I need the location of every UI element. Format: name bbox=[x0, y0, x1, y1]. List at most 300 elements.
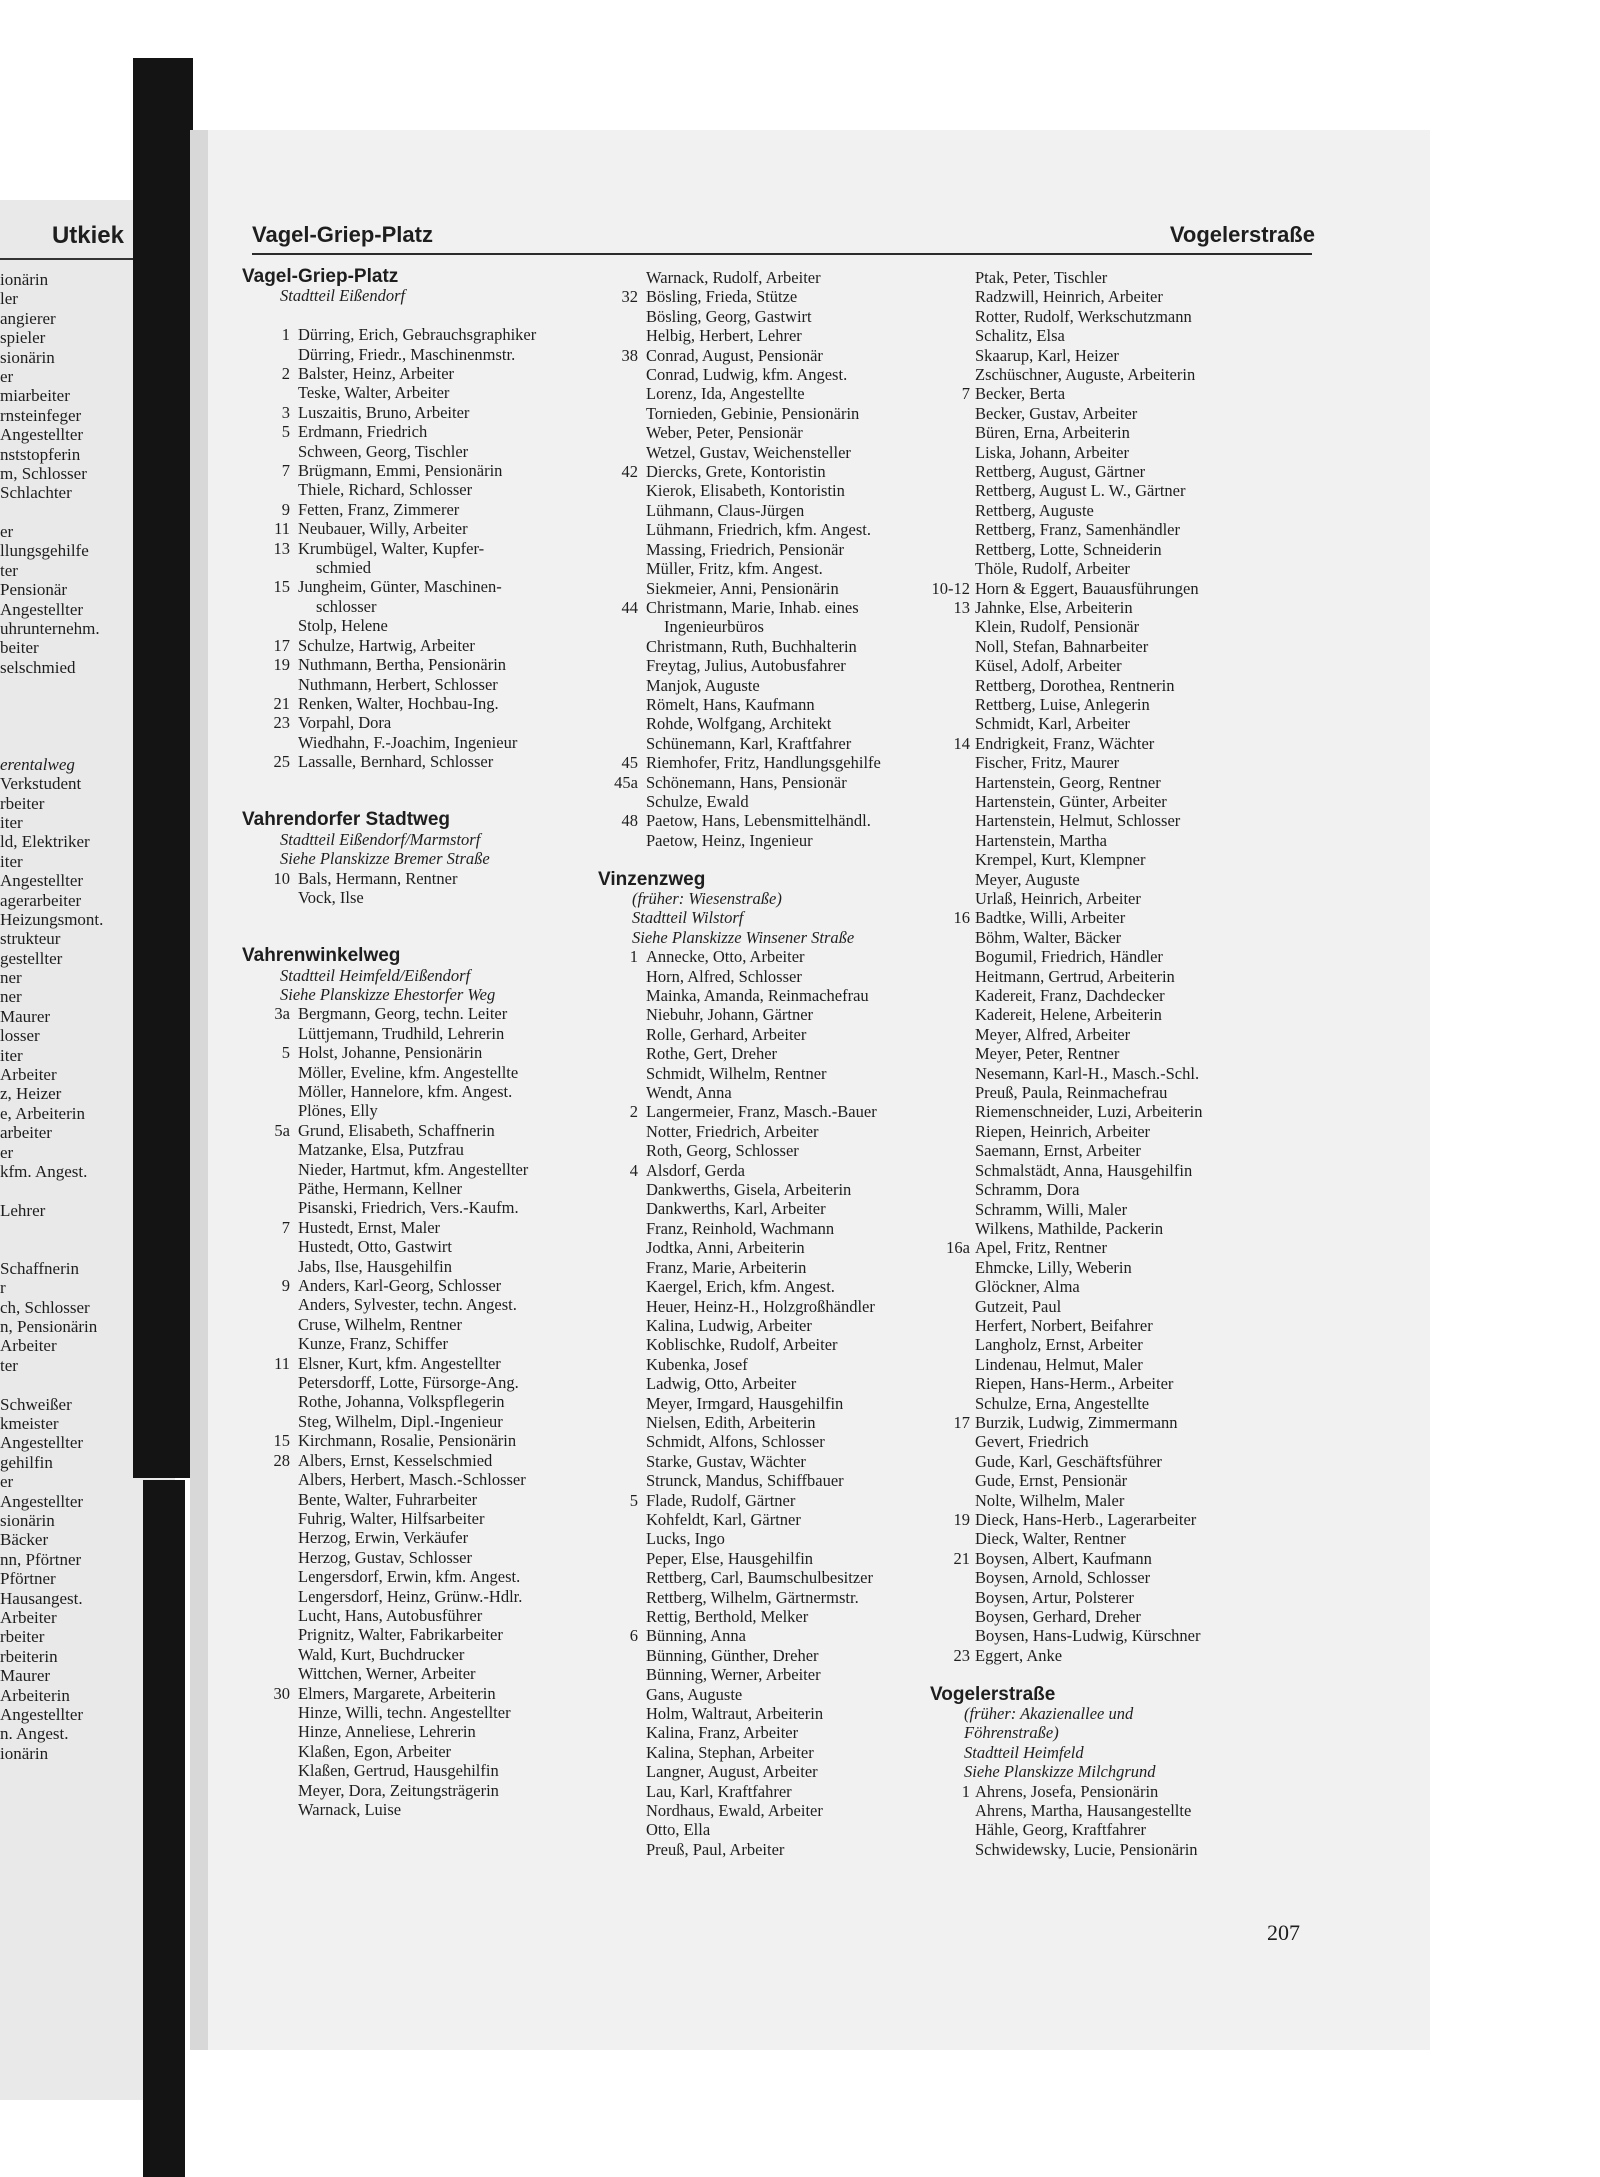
left-page-line: ter bbox=[0, 1355, 18, 1375]
resident-text: Conrad, Ludwig, kfm. Angest. bbox=[646, 365, 848, 385]
directory-entry bbox=[930, 676, 1270, 695]
directory-entry bbox=[598, 1568, 938, 1587]
directory-entry bbox=[598, 695, 938, 714]
resident-text: Cruse, Wilhelm, Rentner bbox=[298, 1314, 463, 1334]
left-page-line: m, Schlosser bbox=[0, 463, 87, 483]
left-page-line: rbeiter bbox=[0, 793, 45, 813]
resident-text: Dieck, Walter, Rentner bbox=[975, 1529, 1126, 1549]
resident-text: Bogumil, Friedrich, Händler bbox=[975, 947, 1163, 967]
resident-text: Riemhofer, Fritz, Handlungsgehilfe bbox=[646, 753, 881, 773]
resident-text: Anders, Sylvester, techn. Angest. bbox=[298, 1295, 517, 1315]
directory-entry bbox=[930, 1374, 1270, 1393]
directory-entry bbox=[930, 268, 1270, 287]
directory-entry bbox=[598, 501, 938, 520]
left-page-line: ter bbox=[0, 560, 18, 580]
directory-entry bbox=[242, 1509, 632, 1528]
resident-text: Albers, Herbert, Masch.-Schlosser bbox=[298, 1470, 526, 1490]
resident-text: Schramm, Willi, Maler bbox=[975, 1199, 1128, 1219]
directory-entry bbox=[598, 1782, 938, 1801]
resident-text: Warnack, Luise bbox=[298, 1800, 402, 1820]
directory-entry bbox=[242, 636, 632, 655]
binding-strip-lower bbox=[143, 1480, 185, 2177]
resident-text: Schween, Georg, Tischler bbox=[298, 441, 469, 461]
resident-text: Holst, Johanne, Pensionärin bbox=[298, 1043, 483, 1063]
directory-entry bbox=[930, 1568, 1270, 1587]
directory-entry bbox=[598, 1316, 938, 1335]
resident-text: Lorenz, Ida, Angestellte bbox=[646, 384, 805, 404]
directory-entry bbox=[930, 1491, 1270, 1510]
resident-text: Flade, Rudolf, Gärtner bbox=[646, 1490, 796, 1510]
resident-text: Römelt, Hans, Kaufmann bbox=[646, 694, 815, 714]
house-number: 23 bbox=[273, 713, 290, 733]
directory-entry bbox=[242, 1645, 632, 1664]
directory-entry bbox=[598, 346, 938, 365]
directory-entry bbox=[598, 423, 938, 442]
directory-entry bbox=[242, 733, 632, 752]
directory-entry bbox=[242, 1587, 632, 1606]
resident-text: Lühmann, Claus-Jürgen bbox=[646, 500, 805, 520]
street-note: Siehe Planskizze Milchgrund bbox=[964, 1762, 1156, 1782]
resident-text: Franz, Reinhold, Wachmann bbox=[646, 1218, 835, 1238]
resident-text: Nielsen, Edith, Arbeiterin bbox=[646, 1412, 816, 1432]
resident-text: Noll, Stefan, Bahnarbeiter bbox=[975, 636, 1149, 656]
directory-entry bbox=[930, 986, 1270, 1005]
directory-entry bbox=[242, 461, 632, 480]
directory-entry bbox=[598, 1277, 938, 1296]
directory-entry bbox=[930, 1394, 1270, 1413]
spacer bbox=[242, 927, 632, 946]
street-heading: Vogelerstraße bbox=[930, 1683, 1056, 1705]
left-page-line: Schaffnerin bbox=[0, 1258, 79, 1278]
resident-text: Kunze, Franz, Schiffer bbox=[298, 1334, 448, 1354]
house-number: 28 bbox=[273, 1450, 290, 1470]
directory-entry bbox=[242, 1703, 632, 1722]
directory-entry bbox=[242, 480, 632, 499]
directory-entry bbox=[598, 443, 938, 462]
binding-strip bbox=[133, 58, 193, 1478]
directory-entry bbox=[598, 481, 938, 500]
directory-entry bbox=[242, 1490, 632, 1509]
directory-entry bbox=[598, 1238, 938, 1257]
resident-text: Dieck, Hans-Herb., Lagerarbeiter bbox=[975, 1510, 1197, 1529]
resident-text: Nesemann, Karl-H., Masch.-Schl. bbox=[975, 1063, 1200, 1083]
resident-text: Kohfeldt, Karl, Gärtner bbox=[646, 1509, 801, 1529]
resident-text: Badtke, Willi, Arbeiter bbox=[975, 908, 1126, 928]
left-page-line: z, Heizer bbox=[0, 1084, 62, 1104]
directory-entry bbox=[598, 1588, 938, 1607]
resident-text: Kaergel, Erich, kfm. Angest. bbox=[646, 1277, 835, 1297]
resident-text: Rettberg, Luise, Anlegerin bbox=[975, 694, 1150, 714]
left-page-line: ionärin bbox=[0, 270, 49, 289]
house-number: 15 bbox=[273, 577, 290, 597]
directory-entry bbox=[930, 947, 1270, 966]
resident-text: Schmidt, Karl, Arbeiter bbox=[975, 714, 1130, 734]
resident-text: Wilkens, Mathilde, Packerin bbox=[975, 1218, 1164, 1238]
directory-entry bbox=[930, 850, 1270, 869]
left-page-line: sionärin bbox=[0, 1511, 55, 1530]
left-page-line: kfm. Angest. bbox=[0, 1161, 88, 1181]
directory-entry bbox=[598, 792, 938, 811]
left-page-line: strukteur bbox=[0, 929, 61, 949]
left-header-text: Utkiek bbox=[51, 222, 124, 249]
resident-text: Weber, Peter, Pensionär bbox=[646, 423, 803, 443]
resident-text: Heuer, Heinz-H., Holzgroßhändler bbox=[646, 1296, 875, 1316]
directory-entry bbox=[930, 1044, 1270, 1063]
directory-entry bbox=[242, 1625, 632, 1644]
directory-entry bbox=[598, 1180, 938, 1199]
resident-text: Meyer, Peter, Rentner bbox=[975, 1044, 1120, 1064]
resident-text: Franz, Marie, Arbeiterin bbox=[646, 1257, 807, 1277]
directory-entry bbox=[930, 1200, 1270, 1219]
directory-entry bbox=[242, 1024, 632, 1043]
resident-text: Gude, Karl, Geschäftsführer bbox=[975, 1451, 1162, 1471]
resident-text: Rolle, Gerhard, Arbeiter bbox=[646, 1024, 807, 1044]
house-number: 16a bbox=[946, 1238, 970, 1258]
resident-text: Meyer, Irmgard, Hausgehilfin bbox=[646, 1393, 844, 1413]
directory-entry bbox=[930, 773, 1270, 792]
directory-entry bbox=[598, 1161, 938, 1180]
left-page-line: llungsgehilfe bbox=[0, 541, 89, 561]
resident-text: Zschüschner, Auguste, Arbeiterin bbox=[975, 365, 1196, 385]
resident-text: Rothe, Johanna, Volkspflegerin bbox=[298, 1392, 505, 1412]
directory-entry bbox=[598, 365, 938, 384]
left-page-line: ler bbox=[0, 289, 18, 309]
resident-text: Krempel, Kurt, Klempner bbox=[975, 850, 1146, 870]
resident-text: Lau, Karl, Kraftfahrer bbox=[646, 1781, 792, 1801]
house-number: 21 bbox=[953, 1548, 970, 1568]
resident-text: Langner, August, Arbeiter bbox=[646, 1762, 818, 1782]
directory-entry bbox=[598, 1005, 938, 1024]
directory-entry bbox=[930, 1801, 1270, 1820]
resident-text: Hartenstein, Georg, Rentner bbox=[975, 772, 1161, 792]
resident-text: Rohde, Wolfgang, Architekt bbox=[646, 714, 832, 734]
directory-entry bbox=[242, 1431, 632, 1450]
resident-text: Meyer, Alfred, Arbeiter bbox=[975, 1024, 1131, 1044]
resident-text: Fetten, Franz, Zimmerer bbox=[298, 499, 460, 519]
resident-text: Rettberg, Franz, Samenhändler bbox=[975, 520, 1180, 540]
resident-text: Erdmann, Friedrich bbox=[298, 422, 428, 442]
resident-text: Schulze, Erna, Angestellte bbox=[975, 1393, 1150, 1413]
resident-text: Kirchmann, Rosalie, Pensionärin bbox=[298, 1431, 517, 1451]
directory-entry bbox=[930, 1529, 1270, 1548]
directory-entry bbox=[242, 1082, 632, 1101]
directory-entry bbox=[930, 346, 1270, 365]
directory-entry bbox=[930, 1064, 1270, 1083]
resident-text: Strunck, Mandus, Schiffbauer bbox=[646, 1471, 844, 1491]
resident-text: Lucht, Hans, Autobusführer bbox=[298, 1605, 483, 1625]
directory-entry bbox=[930, 1238, 1270, 1257]
resident-text: Ahrens, Josefa, Pensionärin bbox=[975, 1781, 1159, 1801]
resident-text: Starke, Gustav, Wächter bbox=[646, 1451, 806, 1471]
left-page-line: Maurer bbox=[0, 1006, 51, 1026]
resident-text: Burzik, Ludwig, Zimmermann bbox=[975, 1412, 1178, 1432]
directory-entry bbox=[598, 1258, 938, 1277]
house-number: 3a bbox=[274, 1004, 290, 1024]
resident-text: Teske, Walter, Arbeiter bbox=[298, 383, 450, 403]
directory-entry bbox=[598, 326, 938, 345]
directory-entry bbox=[598, 1743, 938, 1762]
resident-text: Boysen, Artur, Polsterer bbox=[975, 1587, 1134, 1607]
directory-entry bbox=[242, 442, 632, 461]
resident-text: Riepen, Hans-Herm., Arbeiter bbox=[975, 1374, 1174, 1394]
resident-text: Paetow, Heinz, Ingenieur bbox=[646, 830, 813, 850]
resident-text: Elmers, Margarete, Arbeiterin bbox=[298, 1683, 496, 1703]
street-note: Stadtteil Eißendorf bbox=[280, 286, 406, 306]
resident-text: Nieder, Hartmut, kfm. Angestellter bbox=[298, 1159, 529, 1179]
directory-entry bbox=[930, 579, 1270, 598]
resident-text: Radzwill, Heinrich, Arbeiter bbox=[975, 287, 1163, 307]
directory-entry bbox=[598, 268, 938, 287]
house-number: 44 bbox=[621, 597, 638, 617]
directory-entry bbox=[598, 811, 938, 830]
house-number: 5 bbox=[281, 1043, 290, 1063]
house-number: 7 bbox=[961, 384, 970, 404]
left-page-line: Angestellter bbox=[0, 599, 84, 619]
house-number: 14 bbox=[953, 733, 970, 753]
column-3 bbox=[930, 268, 1270, 1859]
directory-entry bbox=[242, 1315, 632, 1334]
directory-entry bbox=[242, 888, 632, 907]
left-page-line: gehilfin bbox=[0, 1452, 53, 1472]
resident-text: Langholz, Ernst, Arbeiter bbox=[975, 1335, 1143, 1355]
directory-entry bbox=[598, 831, 938, 850]
directory-entry bbox=[598, 1355, 938, 1374]
running-header-right: Vogelerstraße bbox=[1169, 222, 1315, 247]
resident-text: Bünning, Anna bbox=[646, 1626, 746, 1646]
resident-text: Schmalstädt, Anna, Hausgehilfin bbox=[975, 1160, 1193, 1180]
directory-entry bbox=[242, 1722, 632, 1741]
directory-entry bbox=[242, 519, 632, 538]
resident-text: Nuthmann, Herbert, Schlosser bbox=[298, 674, 498, 694]
resident-text: Wittchen, Werner, Arbeiter bbox=[298, 1664, 476, 1684]
resident-text: Mainka, Amanda, Reinmachefrau bbox=[646, 986, 869, 1006]
resident-text: Riemenschneider, Luzi, Arbeiterin bbox=[975, 1102, 1203, 1122]
left-page-line: Angestellter bbox=[0, 871, 84, 891]
directory-entry bbox=[598, 1219, 938, 1238]
resident-text: Kalina, Franz, Arbeiter bbox=[646, 1723, 799, 1743]
resident-text: Dankwerths, Gisela, Arbeiterin bbox=[646, 1180, 852, 1200]
left-page-line: r bbox=[0, 1278, 6, 1298]
resident-text: Jodtka, Anni, Arbeiterin bbox=[646, 1238, 805, 1258]
directory-entry bbox=[930, 1083, 1270, 1102]
resident-text: Möller, Eveline, kfm. Angestellte bbox=[298, 1062, 519, 1082]
directory-entry bbox=[930, 1510, 1270, 1529]
house-number: 25 bbox=[273, 752, 290, 772]
directory-entry bbox=[598, 1025, 938, 1044]
left-page-line: agerarbeiter bbox=[0, 890, 82, 910]
resident-text: Bals, Hermann, Rentner bbox=[298, 868, 458, 888]
left-page-line: gestellter bbox=[0, 948, 63, 968]
resident-text: Nolte, Wilhelm, Maler bbox=[975, 1490, 1125, 1510]
directory-entry bbox=[930, 481, 1270, 500]
resident-text: Horn, Alfred, Schlosser bbox=[646, 966, 802, 986]
directory-entry bbox=[242, 500, 632, 519]
left-page-line: sionärin bbox=[0, 347, 55, 367]
house-number: 1 bbox=[281, 325, 290, 345]
resident-text: Krumbügel, Walter, Kupfer- bbox=[298, 538, 485, 558]
house-number: 5 bbox=[281, 422, 290, 442]
house-number: 9 bbox=[281, 499, 290, 519]
resident-text: Ingenieurbüros bbox=[664, 617, 764, 637]
house-number: 5 bbox=[629, 1490, 638, 1510]
directory-entry bbox=[598, 1432, 938, 1451]
directory-entry bbox=[598, 1704, 938, 1723]
left-page-line: ch, Schlosser bbox=[0, 1297, 90, 1317]
directory-entry bbox=[930, 734, 1270, 753]
directory-entry bbox=[242, 1237, 632, 1256]
resident-text: Balster, Heinz, Arbeiter bbox=[298, 364, 455, 384]
directory-entry bbox=[242, 1257, 632, 1276]
directory-entry bbox=[930, 1258, 1270, 1277]
directory-entry bbox=[242, 1121, 632, 1140]
resident-text: Massing, Friedrich, Pensionär bbox=[646, 539, 844, 559]
street-heading: Vagel-Griep-Platz bbox=[242, 266, 399, 287]
directory-entry bbox=[930, 1471, 1270, 1490]
resident-text: Fischer, Fritz, Maurer bbox=[975, 753, 1120, 773]
directory-entry bbox=[598, 462, 938, 481]
resident-text: Wiedhahn, F.-Joachim, Ingenieur bbox=[298, 732, 518, 752]
directory-entry bbox=[598, 753, 938, 772]
directory-entry bbox=[598, 1510, 938, 1529]
directory-entry bbox=[598, 540, 938, 559]
left-page-line: n. Angest. bbox=[0, 1724, 69, 1744]
left-page-line: spieler bbox=[0, 328, 46, 348]
directory-entry bbox=[242, 1004, 632, 1023]
left-page-line: Schweißer bbox=[0, 1394, 72, 1414]
resident-text: Jahnke, Else, Arbeiterin bbox=[975, 597, 1133, 617]
directory-entry bbox=[930, 365, 1270, 384]
left-page-line: ld, Elektriker bbox=[0, 832, 90, 852]
resident-text: Steg, Wilhelm, Dipl.-Ingenieur bbox=[298, 1411, 503, 1431]
directory-entry bbox=[242, 869, 632, 888]
directory-entry bbox=[930, 908, 1270, 927]
directory-entry bbox=[930, 811, 1270, 830]
resident-text: Hustedt, Ernst, Maler bbox=[298, 1217, 441, 1237]
resident-text: Eggert, Anke bbox=[975, 1645, 1063, 1665]
resident-text: Elsner, Kurt, kfm. Angestellter bbox=[298, 1353, 501, 1373]
street-note: Föhrenstraße) bbox=[964, 1723, 1059, 1743]
left-page-line: Angestellter bbox=[0, 1491, 84, 1511]
left-page-line: rnsteinfeger bbox=[0, 405, 82, 425]
house-number: 4 bbox=[629, 1160, 638, 1180]
resident-text: Rettig, Berthold, Melker bbox=[646, 1607, 809, 1627]
directory-entry bbox=[598, 579, 938, 598]
directory-entry bbox=[598, 404, 938, 423]
resident-text: Vorpahl, Dora bbox=[298, 713, 392, 733]
resident-text: Tornieden, Gebinie, Pensionärin bbox=[646, 403, 860, 423]
resident-text: Hinze, Anneliese, Lehrerin bbox=[298, 1722, 476, 1742]
resident-text: Klaßen, Egon, Arbeiter bbox=[298, 1741, 452, 1761]
resident-text: Wald, Kurt, Buchdrucker bbox=[298, 1644, 465, 1664]
directory-entry bbox=[598, 520, 938, 539]
street-note: (früher: Akazienallee und bbox=[964, 1704, 1134, 1724]
directory-entry bbox=[598, 1335, 938, 1354]
directory-entry bbox=[930, 520, 1270, 539]
directory-entry bbox=[242, 539, 632, 558]
directory-entry bbox=[598, 947, 938, 966]
directory-entry bbox=[242, 403, 632, 422]
directory-entry bbox=[930, 559, 1270, 578]
street-note: Stadtteil Heimfeld bbox=[964, 1742, 1084, 1762]
resident-text: Peper, Else, Hausgehilfin bbox=[646, 1548, 814, 1568]
house-number: 38 bbox=[621, 345, 638, 365]
resident-text: Niebuhr, Johann, Gärtner bbox=[646, 1005, 814, 1025]
left-page-line: iter bbox=[0, 1045, 23, 1065]
column-1 bbox=[242, 267, 632, 1819]
directory-entry bbox=[242, 364, 632, 383]
house-number: 2 bbox=[629, 1102, 638, 1122]
directory-entry bbox=[242, 577, 632, 596]
directory-entry bbox=[930, 1161, 1270, 1180]
house-number: 9 bbox=[281, 1276, 290, 1296]
directory-entry bbox=[930, 501, 1270, 520]
left-page-line: rbeiter bbox=[0, 1627, 45, 1647]
resident-text: Schulze, Ewald bbox=[646, 791, 749, 811]
directory-entry bbox=[930, 462, 1270, 481]
directory-entry bbox=[242, 1373, 632, 1392]
directory-entry bbox=[930, 1432, 1270, 1451]
street-note: Stadtteil Eißendorf/Marmstorf bbox=[280, 829, 481, 849]
street-note: (früher: Wiesenstraße) bbox=[632, 888, 782, 908]
resident-text: Riepen, Heinrich, Arbeiter bbox=[975, 1121, 1151, 1141]
directory-entry bbox=[242, 558, 632, 577]
resident-text: Boysen, Albert, Kaufmann bbox=[975, 1548, 1152, 1568]
resident-text: Hinze, Willi, techn. Angestellter bbox=[298, 1702, 511, 1722]
house-number: 10 bbox=[273, 868, 290, 888]
spacer bbox=[930, 1665, 1270, 1684]
page-gutter-shade bbox=[190, 130, 208, 2050]
house-number: 45a bbox=[614, 772, 638, 792]
resident-text: Schmidt, Alfons, Schlosser bbox=[646, 1432, 825, 1452]
directory-entry bbox=[930, 656, 1270, 675]
directory-entry bbox=[930, 1782, 1270, 1801]
left-page-line: Angestellter bbox=[0, 1433, 84, 1453]
resident-text: Lüttjemann, Trudhild, Lehrerin bbox=[298, 1023, 505, 1043]
resident-text: Anders, Karl-Georg, Schlosser bbox=[298, 1276, 502, 1296]
directory-entry bbox=[930, 384, 1270, 403]
directory-entry bbox=[598, 714, 938, 733]
directory-entry bbox=[242, 345, 632, 364]
house-number: 7 bbox=[281, 461, 290, 481]
resident-text: Lucks, Ingo bbox=[646, 1529, 725, 1549]
left-page-line: iter bbox=[0, 851, 23, 871]
directory-entry bbox=[598, 1723, 938, 1742]
resident-text: Grund, Elisabeth, Schaffnerin bbox=[298, 1120, 495, 1140]
directory-entry bbox=[930, 423, 1270, 442]
left-page-line: selschmied bbox=[0, 657, 76, 677]
directory-entry bbox=[930, 1025, 1270, 1044]
resident-text: Koblischke, Rudolf, Arbeiter bbox=[646, 1335, 838, 1355]
directory-entry bbox=[598, 1549, 938, 1568]
directory-entry bbox=[598, 287, 938, 306]
left-page-line: beiter bbox=[0, 638, 39, 658]
directory-entry bbox=[598, 1374, 938, 1393]
left-page-line: er bbox=[0, 1472, 14, 1492]
resident-text: Päthe, Hermann, Kellner bbox=[298, 1179, 463, 1199]
directory-entry bbox=[930, 617, 1270, 636]
directory-entry bbox=[930, 889, 1270, 908]
resident-text: Jabs, Ilse, Hausgehilfin bbox=[298, 1256, 452, 1276]
resident-text: Bente, Walter, Fuhrarbeiter bbox=[298, 1489, 478, 1509]
resident-text: Hartenstein, Martha bbox=[975, 830, 1107, 850]
resident-text: Büren, Erna, Arbeiterin bbox=[975, 423, 1130, 443]
house-number: 13 bbox=[273, 538, 290, 558]
resident-text: Bergmann, Georg, techn. Leiter bbox=[298, 1004, 508, 1024]
resident-text: Gude, Ernst, Pensionär bbox=[975, 1471, 1128, 1491]
directory-entry bbox=[598, 384, 938, 403]
resident-text: Schramm, Dora bbox=[975, 1180, 1080, 1200]
directory-entry bbox=[930, 928, 1270, 947]
